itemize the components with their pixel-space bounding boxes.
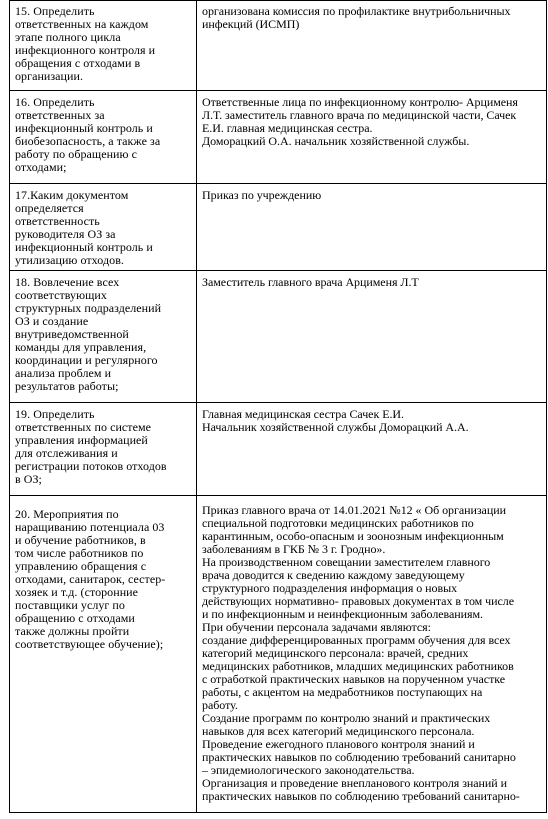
question-text: 17.Каким документом определяется ответственность руководителя ОЗ за инфекционный контроль и утилизацию отходов. (15, 188, 153, 267)
answer-text: Заместитель главного врача Арцименя Л.Т (202, 275, 419, 289)
table-row (10, 91, 547, 184)
answer-cell (197, 271, 547, 403)
answer-text: Приказ по учреждению (202, 188, 322, 202)
answer-cell (197, 403, 547, 496)
answer-text: организована комиссия по профилактике внутрибольничных инфекций (ИСМП) (202, 4, 511, 31)
answer-cell (197, 1, 547, 91)
table-row (10, 1, 547, 91)
table-row (10, 403, 547, 496)
answer-text: Ответственные лица по инфекционному контролю- Арцименя Л.Т. заместитель главного врача по медицинской части, Сачек Е.И. главная медицинская сестра. Доморацкий О.А. начальник хозяйственной службы. (202, 95, 518, 148)
question-text: 20. Мероприятия по наращиванию потенциала 03 и обучение работников, в том числе работников по управлению обращения с отходами, санитарок, сестер- хозяек и т.д. (сторонние поставщики услуг по обращению с отходами также должны пройти соответствующее обучение); (15, 507, 166, 651)
question-text: 19. Определить ответственных по системе управления информацией для отслеживания и регистрации потоков отходов в ОЗ; (15, 407, 167, 486)
question-cell (10, 496, 197, 813)
answer-cell (197, 496, 547, 813)
question-cell (10, 403, 197, 496)
question-text: 16. Определить ответственных за инфекционный контроль и биобезопасность, а также за работу по обращению с отходами; (15, 95, 161, 174)
answer-text: Приказ главного врача от 14.01.2021 №12 « Об организации специальной подготовки медицинских работников по карантинным, особо-опасным и зоонозным инфекционным заболеваниям в ГКБ № 3 г. Гродно». На производственном совещании заместителем главного врача доводится к сведению каждому заведующему структурного подразделения информация о новых действующих нормативно- правовых документах в том числе и по инфекционным и неинфекционным заболеваниям. При обучении персонала задачами являются: создание дифференцированных программ обучения для всех категорий медицинского персонала: врачей, средних медицинских работников, младших медицинских работников с отработкой практических навыков на порученном участке работы, с акцентом на медработников поступающих на работу. Создание программ по контролю знаний и практических навыков для всех категорий медицинского персонала. Проведение ежегодного планового контроля знаний и практических навыков по соблюдению требований санитарно – эпидемиологического законодательства. Организация и проведение внепланового контроля знаний и практических навыков по соблюдению требований санитарно- (202, 503, 520, 803)
table-row (10, 184, 547, 271)
question-cell (10, 91, 197, 184)
question-cell (10, 1, 197, 91)
table-row (10, 496, 547, 813)
question-cell (10, 271, 197, 403)
questionnaire-table (9, 0, 547, 813)
answer-cell (197, 184, 547, 271)
question-text: 18. Вовлечение всех соответствующих структурных подразделений ОЗ и создание внутриведомственной команды для управления, координации и регулярного анализа проблем и результатов работы; (15, 275, 162, 393)
answer-text: Главная медицинская сестра Сачек Е.И. Начальник хозяйственной службы Доморацкий А.А. (202, 407, 469, 434)
answer-cell (197, 91, 547, 184)
question-cell (10, 184, 197, 271)
table-row (10, 271, 547, 403)
question-text: 15. Определить ответственных на каждом этапе полного цикла инфекционного контроля и обращения с отходами в организации. (15, 4, 156, 83)
